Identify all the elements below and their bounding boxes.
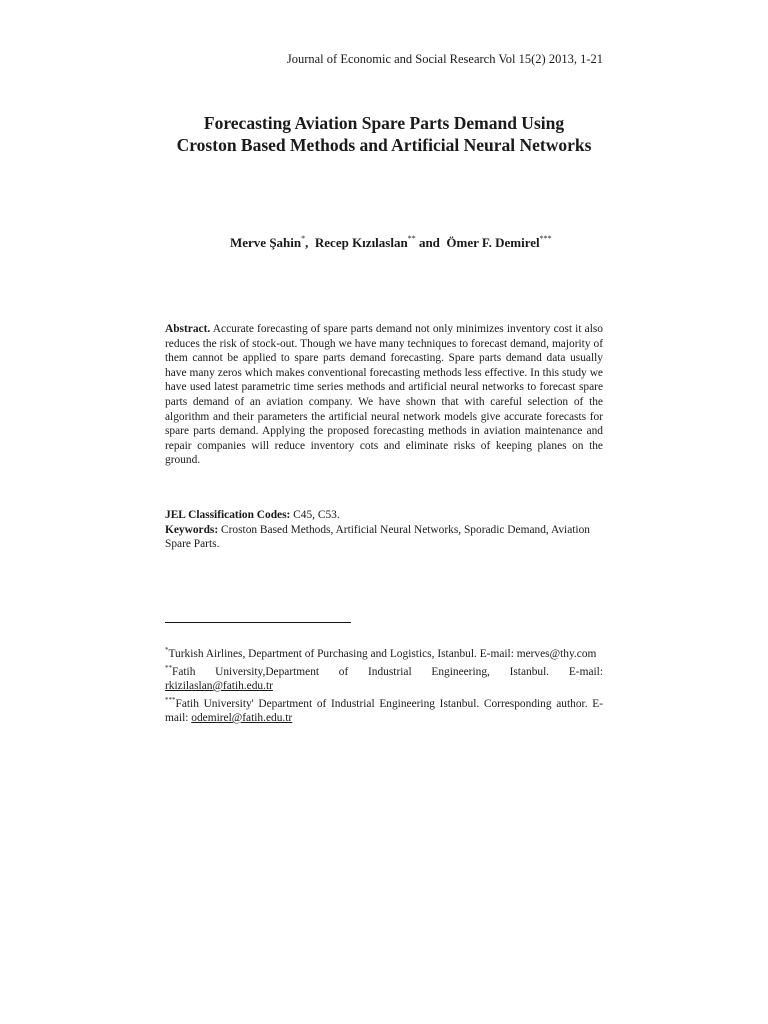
footnote-mark: *** [165, 696, 176, 704]
keywords-value: Croston Based Methods, Artificial Neural Networks, Sporadic Demand, Aviation Spare Parts. [165, 523, 590, 551]
jel-value: C45, C53. [293, 509, 340, 521]
footnote-mark: ** [165, 664, 172, 672]
title-line-2: Croston Based Methods and Artificial Neural Networks [176, 135, 592, 155]
author-mark: ** [407, 234, 416, 243]
footnote-divider [165, 622, 351, 623]
footnote-text: Turkish Airlines, Department of Purchasing and Logistics, Istanbul. E-mail: [168, 648, 517, 660]
footnote-email[interactable]: merves@thy.com [516, 648, 597, 660]
footnote-text: Fatih University' Department of Industrial Engineering Istanbul. Corresponding author. E-mail: [165, 698, 603, 724]
author-name: Recep Kızılaslan [314, 235, 408, 250]
footnotes [165, 643, 603, 725]
author-name: Merve Şahin [230, 235, 302, 250]
abstract-text: Accurate forecasting of spare parts demand not only minimizes inventory cost it also reduces the risk of stock-out. Though we have many techniques to forecast demand, majority of them cannot be applied to spare parts demand forecasting. Spare parts demand data usually have many zeros which makes conventional forecasting methods less effective. In this study we have used latest parametric time series methods and artificial neural networks to forecast spare parts demand of an aviation company. We have shown that with careful selection of the algorithm and their parameters the artificial neural network models give accurate forecasts for spare parts demand. Applying the proposed forecasting methods in aviation maintenance and repair companies will reduce inventory cots and eliminate risks of keeping planes on the ground. [165, 323, 603, 467]
journal-header: Journal of Economic and Social Research Vol 15(2) 2013, 1-21 [286, 52, 603, 66]
author-mark: *** [539, 234, 552, 243]
author-separator: , [305, 235, 315, 250]
author-list [230, 234, 552, 251]
jel-codes [165, 508, 603, 523]
abstract [165, 322, 603, 468]
author-separator: and [415, 235, 447, 250]
footnote-mark: * [165, 646, 169, 654]
author-mark: * [301, 234, 306, 243]
abstract-label: Abstract. [165, 323, 211, 335]
classification-block [165, 508, 603, 552]
footnote-email-link[interactable]: odemirel@fatih.edu.tr [191, 712, 293, 724]
keywords [165, 523, 603, 552]
keywords-label: Keywords: [165, 523, 219, 536]
footnote-email-link[interactable]: rkizilaslan@fatih.edu.tr [165, 680, 273, 692]
author-name: Ömer F. Demirel [446, 235, 540, 250]
footnote [165, 693, 603, 725]
footnote [165, 643, 603, 661]
paper-title [0, 112, 768, 156]
jel-label: JEL Classification Codes: [165, 509, 291, 521]
title-line-1: Forecasting Aviation Spare Parts Demand Using [203, 113, 565, 133]
footnote-text: Fatih University,Department of Industrial Engineering, Istanbul. E-mail: [172, 666, 603, 678]
footnote [165, 661, 603, 693]
